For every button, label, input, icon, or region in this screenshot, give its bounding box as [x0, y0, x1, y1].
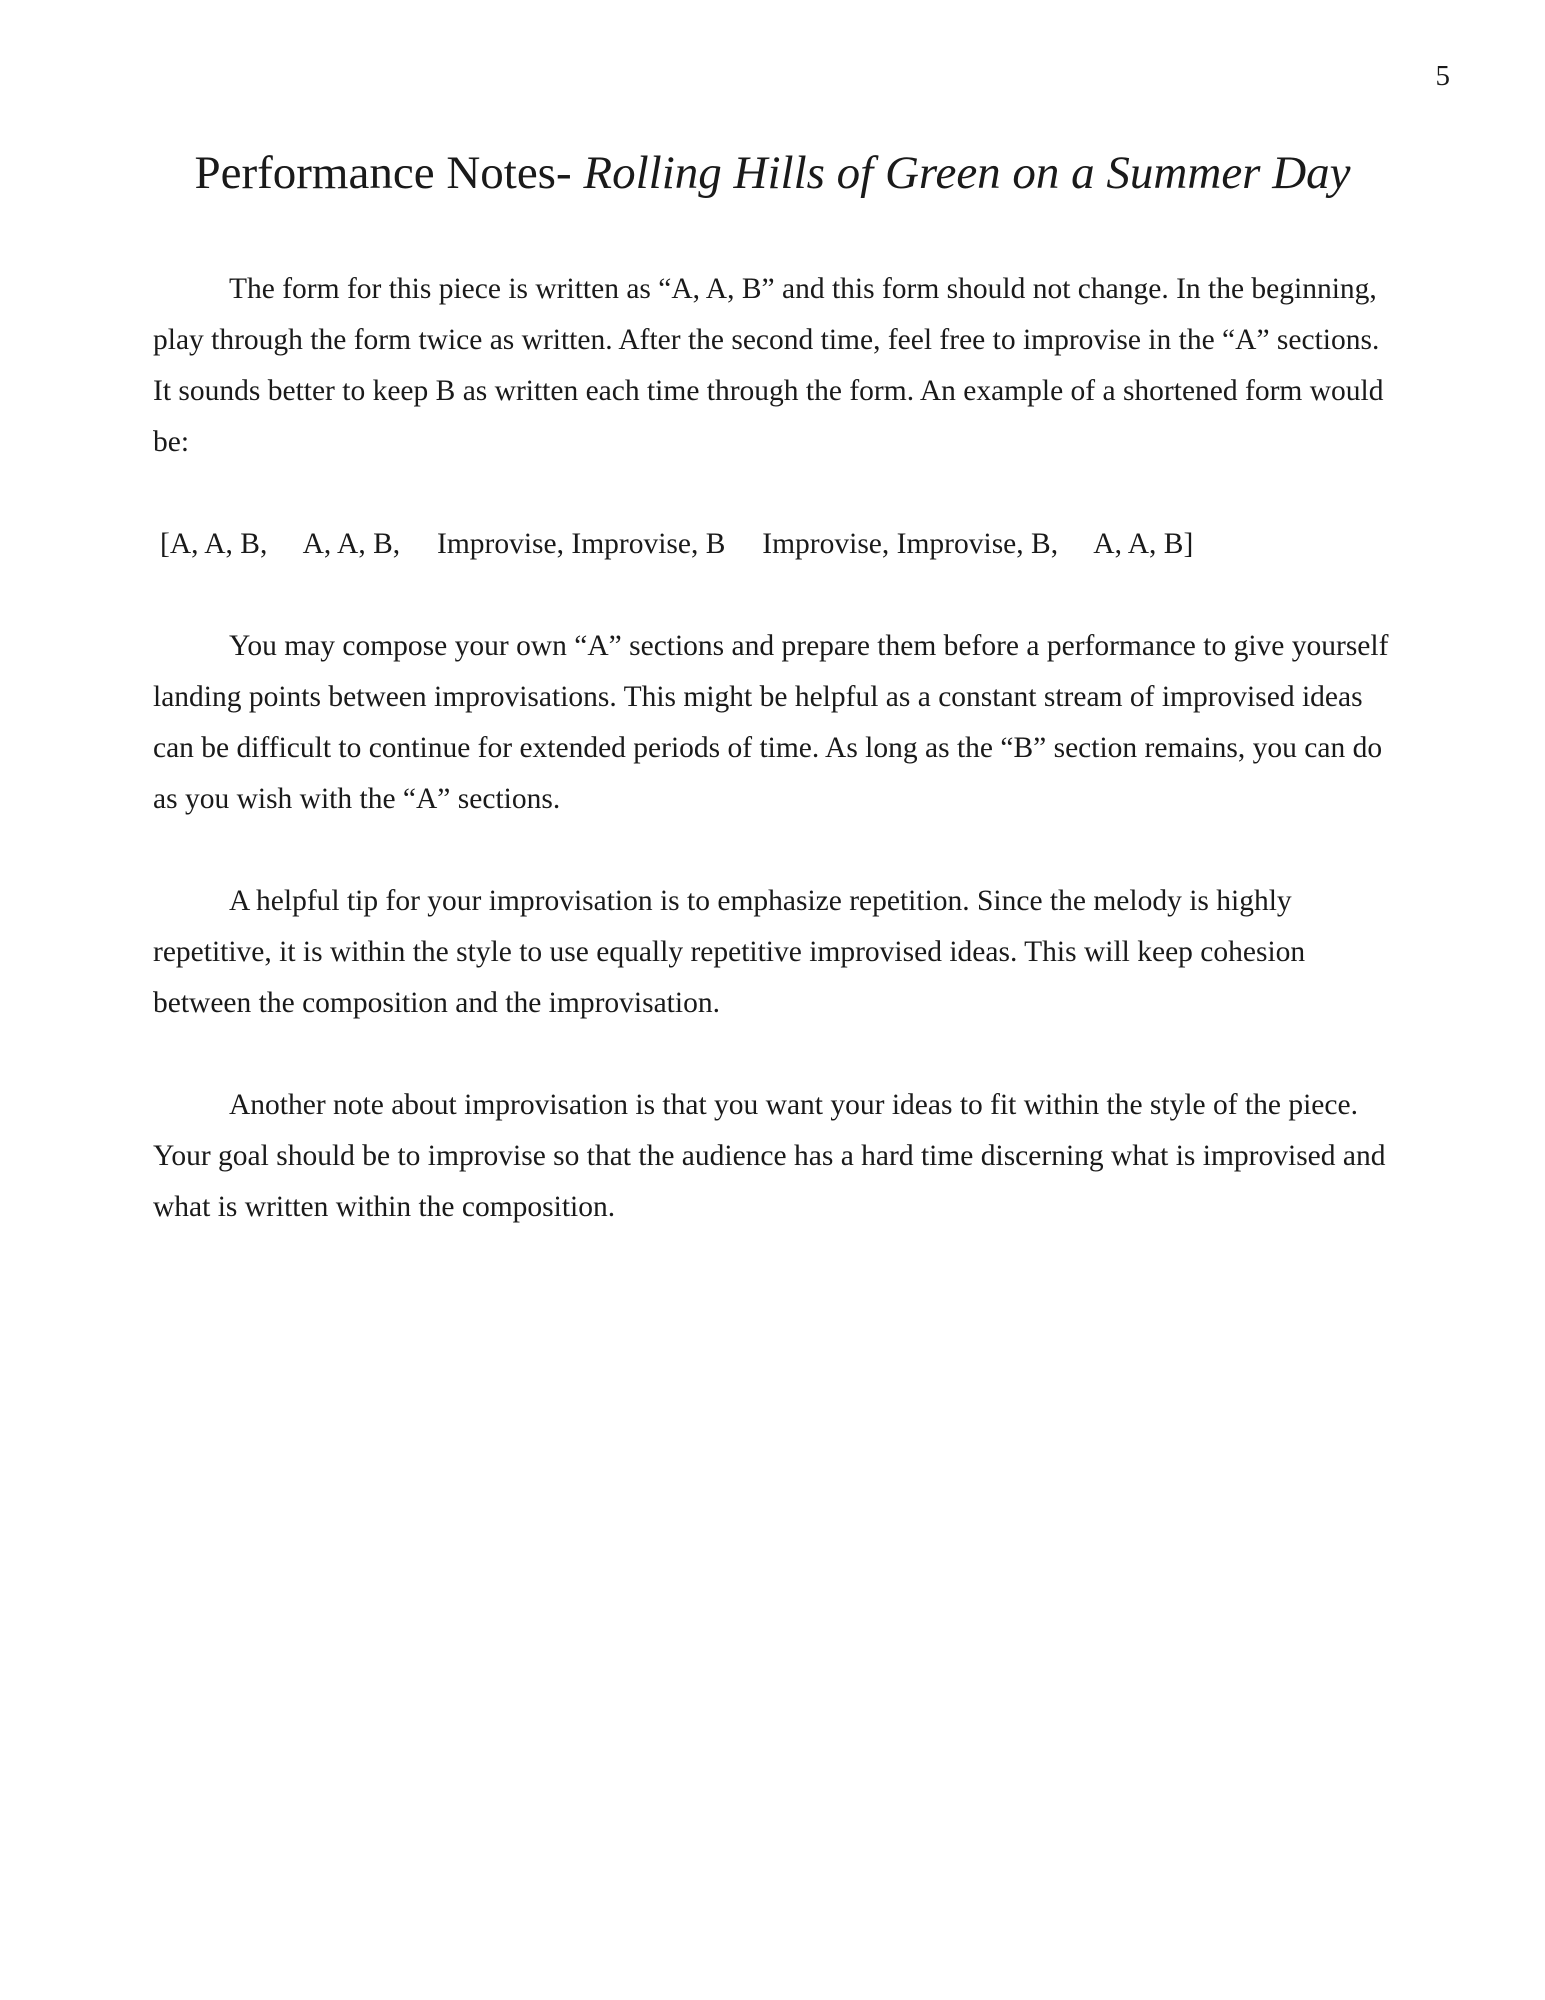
form-example: [A, A, B, A, A, B, Improvise, Improvise, B Improvise, Improvise, B, A, A, B]	[160, 528, 1194, 560]
paragraph-style-note: Another note about improvisation is that you want your ideas to fit within the style of the piece. Your goal should be to improvise so that the audience has a hard time discerning what is improvised and what is written within the composition.	[153, 1089, 1386, 1223]
paragraph-repetition-tip: A helpful tip for your improvisation is to emphasize repetition. Since the melody is highly repetitive, it is within the style to use equally repetitive improvised ideas. This will keep cohesion between the composition and the improvisation.	[153, 885, 1306, 1019]
document-body	[153, 264, 1393, 1284]
page-title	[0, 145, 1545, 201]
paragraph-form-intro: The form for this piece is written as “A, A, B” and this form should not change. In the beginning, play through the form twice as written. After the second time, feel free to improvise in the “A” sections. It sounds better to keep B as written each time through the form. An example of a shortened form would be:	[153, 273, 1384, 458]
page-number: 5	[1435, 60, 1450, 92]
paragraph-compose-a-sections: You may compose your own “A” sections and prepare them before a performance to give yourself landing points between improvisations. This might be helpful as a constant stream of improvised ideas can be difficult to continue for extended periods of time. As long as the “B” section remains, you can do as you wish with the “A” sections.	[153, 630, 1389, 815]
title-italic: Rolling Hills of Green on a Summer Day	[583, 147, 1351, 199]
title-plain: Performance Notes-	[194, 147, 584, 199]
